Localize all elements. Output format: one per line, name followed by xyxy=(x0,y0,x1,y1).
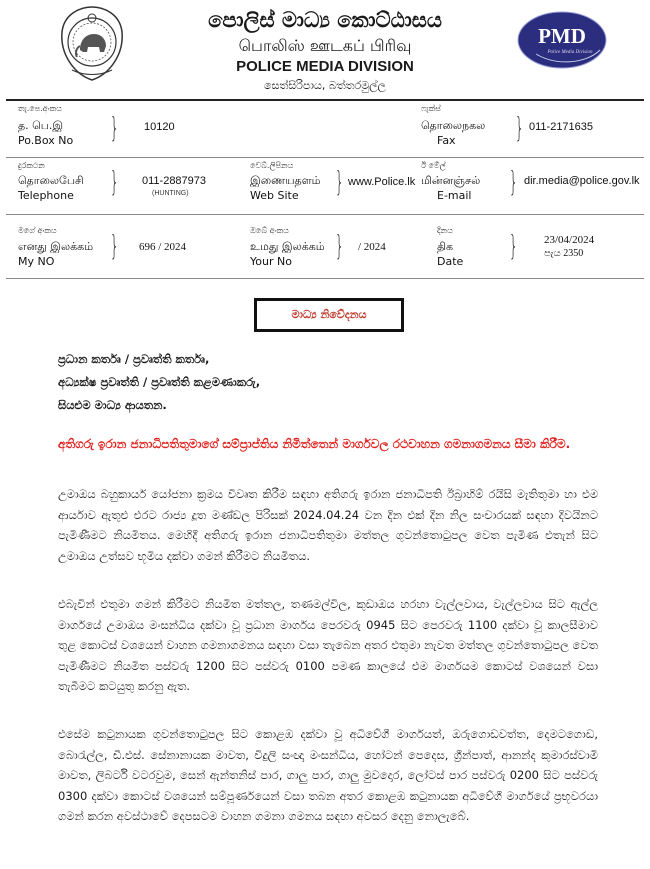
website-brace: } xyxy=(335,165,344,198)
website-label-english: Web Site xyxy=(250,189,299,202)
email-label-tamil: மின்னஞ்சல் xyxy=(421,174,481,187)
website-link[interactable]: www.Police.lk xyxy=(348,176,416,188)
your-no-label-english: Your No xyxy=(250,255,292,268)
telephone-label-tamil: தொலைபேசி xyxy=(18,174,84,187)
my-no-brace: } xyxy=(110,229,119,262)
fax-value: 011-2171635 xyxy=(529,121,594,133)
telephone-value: 011-2887973 xyxy=(142,175,207,187)
date-time-value: පැය 2350 xyxy=(544,248,584,259)
date-label-english: Date xyxy=(437,255,464,268)
website-label-tamil: இணையதளம் xyxy=(250,174,321,187)
fax-label-tamil: தொலைநகல xyxy=(421,119,486,132)
telephone-label-english: Telephone xyxy=(18,189,74,202)
telephone-hunting-note: (HUNTING) xyxy=(152,190,189,197)
row-divider-3 xyxy=(6,278,644,279)
email-label-english: E-mail xyxy=(437,189,472,202)
date-caption: දිනය xyxy=(437,226,453,235)
my-no-label-english: My NO xyxy=(18,255,55,268)
pobox-label-english: Po.Box No xyxy=(18,134,74,147)
fax-caption: ෆැක්ස් xyxy=(421,104,441,113)
header-divider xyxy=(6,99,644,101)
fax-label-english: Fax xyxy=(437,134,456,147)
pmd-badge-text: PMD xyxy=(538,24,586,48)
pmd-badge-subtext: Police Media Division xyxy=(547,50,593,55)
division-title-tamil: பொலிஸ் ஊடகப் பிரிவு xyxy=(238,36,412,55)
media-release-title: මාධ්‍ය නිවේදනය xyxy=(254,298,404,332)
release-subject: අතිගරු ඉරාන ජනාධිපතිතුමාගේ සම්ප්‍රාප්තිය නිමිත්තෙන් මාර්ගවල රථවාහන ගමනාගමනය සීමා කිරීම. xyxy=(58,437,571,451)
email-caption: ඊ මේල් xyxy=(421,161,446,170)
pobox-brace: } xyxy=(110,111,119,144)
police-emblem-logo xyxy=(58,4,126,82)
row-divider-1 xyxy=(6,157,644,158)
fax-brace: } xyxy=(515,111,524,144)
salutation-line-1: ප්‍රධාන කර්තෘ / ප්‍රවෘත්ති කර්තෘ, xyxy=(58,352,210,366)
pobox-label-tamil: த. பெ.இ xyxy=(18,119,64,132)
your-no-brace: } xyxy=(335,229,344,262)
my-no-value: 696 / 2024 xyxy=(139,241,187,253)
division-title-english: POLICE MEDIA DIVISION xyxy=(236,58,414,75)
your-no-value: / 2024 xyxy=(358,241,386,253)
telephone-caption: දුරකථන xyxy=(18,161,45,170)
division-title-sinhala: පොලිස් මාධ්‍ය කොට්ඨාසය xyxy=(208,8,442,32)
website-caption: වෙබ්.ලිපිනය xyxy=(250,161,294,170)
email-brace: } xyxy=(509,165,518,198)
your-no-label-tamil: உமது இலக்கம் xyxy=(250,240,325,253)
date-brace: } xyxy=(509,229,518,262)
body-paragraph-3: එසේම කටුනායක ගුවන්තොටුපල සිට කොළඹ දක්වා වූ අධිවේගී මාර්ගයත්, ඔරුගොඩවත්ත, දෙමටගොඩ, බොරැල්ල, ඩී.එස්. සේනානායක මාවත, විදුලි සංඥා මංසන්ධිය, හෝටන් පෙදෙස, ග්‍රීන්පාත්, ආනන්ද කුමාරස්වාමි මාවත, ලිබර්ටි වටරවුම, සෙන් ඇන්තනිස් පාර, ගාලු පාර, ගාලු මුවදොර, ලෝටස් පාර පස්වරු 0200 සිට පස්වරු 0300 දක්වා කොටස් වශයෙන් සම්පූර්ණයෙන් වසා තබන අතර කොළඹ කටුනායක අධිවේගී මාර්ගයේ ප්‍රභූවරයා ගමන් කරන අවස්ථාවේ දෙපසටම වාහන ගමනා ගමනය සඳහා අවසර දෙනු නොලැබේ. xyxy=(58,727,598,823)
body-paragraph-2: එබැවින් එතුමා ගමන් කිරීමට නියමිත මත්තල, තණමල්විල, කුඩාඔය හරහා වැල්ලවාය, වැල්ලවාය සිට ඇල්ල මාර්ගයේ උමාඔය මංසන්ධිය දක්වා වූ ප්‍රධාන මාර්ගය පෙරවරු 0945 සිට පෙරවරු 1100 දක්වා වූ කාලසීමාව තුළ කොටස් වශයෙන් වාහන ගමනාගමනය සඳහා වසා තැබෙන අතර එතුමා නැවත මත්තල ගුවන්තොටුපල වෙත පැමිණීමට නියමිත පස්වරු 1200 සිට පස්වරු 0100 පමණ කාලයේ එම මාර්ගයම කොටස් වශයෙන් වසා තැබීමට කටයුතු කරනු ඇත. xyxy=(58,597,598,693)
salutation-line-2: අධ්‍යක්ෂ ප්‍රවෘත්ති / ප්‍රවෘත්ති කළමණාකරු, xyxy=(58,375,261,389)
date-label-tamil: திக xyxy=(437,240,454,253)
pmd-badge-logo xyxy=(516,10,608,70)
pobox-caption: තැ.පෙ.අංකය xyxy=(18,104,62,113)
row-divider-2 xyxy=(6,214,644,215)
pobox-value: 10120 xyxy=(144,121,175,133)
salutation-line-3: සියළුම මාධ්‍ය ආයතන. xyxy=(58,398,167,412)
my-no-caption: මගේ අංකය xyxy=(18,226,57,235)
division-address: සෙත්සිරිපාය, බත්තරමුල්ල xyxy=(264,79,386,92)
date-value: 23/04/2024 xyxy=(544,234,595,246)
email-link[interactable]: dir.media@police.gov.lk xyxy=(524,175,640,187)
your-no-caption: ඔබේ අංකය xyxy=(250,226,289,235)
telephone-brace: } xyxy=(110,165,119,198)
body-paragraph-1: උමාඔය බහුකාර්ය යෝජනා ක්‍රමය විවෘත කිරීම සඳහා අතිගරු ඉරාන ජනාධිපති ඊබ්‍රාහිම් රයිසි මැතිතුමා හා එම ආර්යාව ඇතුළු එරට රාජ්‍ය දූත මණ්ඩල පිරිසක් 2024.04.24 වන දින එක් දින නිල සංචාරයක් සඳහා දිවයිනට පැමිණීමට නියමිතය. මෙහිදී අතිගරු ඉරාන ජනාධිපතිතුමා මත්තල ගුවන්තොටුපල වෙත පැමිණ එතැන් සිට උමාඔය උත්සව භූමිය දක්වා ගමන් කිරීමට නියමිතය. xyxy=(58,487,598,563)
my-no-label-tamil: எனது இலக்கம் xyxy=(18,240,94,253)
